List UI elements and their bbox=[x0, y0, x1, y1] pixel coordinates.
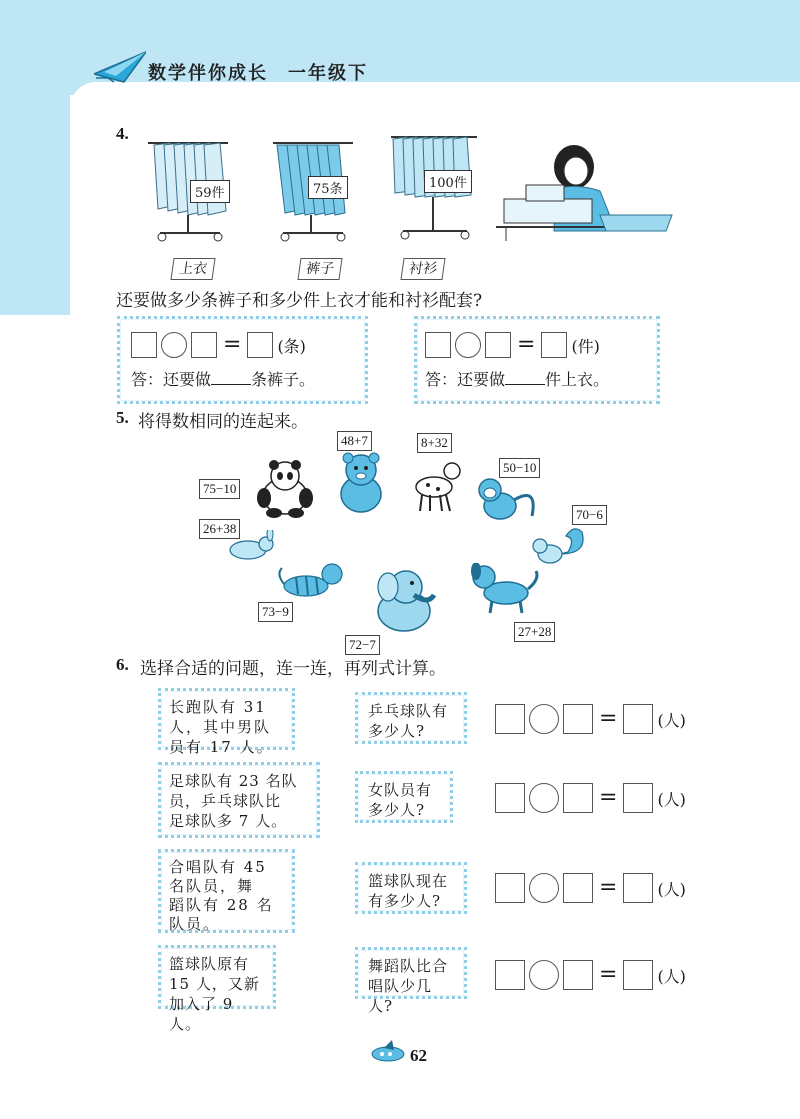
operator-circle[interactable] bbox=[529, 873, 559, 903]
condition-line: 队员。 bbox=[169, 915, 221, 933]
question-4-prompt: 还要做多少条裤子和多少件上衣才能和衬衫配套? bbox=[116, 291, 483, 311]
monkey-illustration bbox=[472, 476, 542, 524]
blank-square[interactable] bbox=[485, 332, 511, 358]
rack-tag-shirts: 100件 bbox=[424, 170, 472, 193]
equals-sign: = bbox=[223, 332, 242, 357]
question-6-number: 6. bbox=[116, 655, 129, 674]
expression-box[interactable]: 70−6 bbox=[572, 505, 607, 525]
expression-box[interactable]: 50−10 bbox=[499, 458, 540, 478]
unit-label: (人) bbox=[657, 879, 686, 899]
condition-line: 人，其中男队 bbox=[169, 718, 272, 736]
blank-square[interactable] bbox=[191, 332, 217, 358]
answer-blank[interactable] bbox=[505, 368, 545, 385]
operator-circle[interactable] bbox=[529, 960, 559, 990]
blank-square[interactable] bbox=[563, 704, 593, 734]
answer-blank[interactable] bbox=[211, 368, 251, 385]
answer-box-pants bbox=[117, 316, 368, 404]
plane-mascot-icon bbox=[370, 1040, 406, 1064]
dog-illustration bbox=[462, 563, 542, 615]
equation-row-jackets bbox=[425, 332, 600, 358]
question-line: 舞蹈队比合 bbox=[368, 957, 449, 975]
rack-tag-pants: 75条 bbox=[308, 176, 348, 199]
unit-label: (件) bbox=[571, 336, 600, 356]
question-card-female[interactable] bbox=[355, 771, 453, 823]
condition-line: 加入了 9 人。 bbox=[169, 995, 234, 1033]
result-square[interactable] bbox=[541, 332, 567, 358]
blank-square[interactable] bbox=[495, 704, 525, 734]
blank-square[interactable] bbox=[563, 783, 593, 813]
question-card-pingpong[interactable] bbox=[355, 692, 467, 744]
question-line: 多少人? bbox=[368, 801, 426, 819]
operator-circle[interactable] bbox=[161, 332, 187, 358]
question-line: 有多少人? bbox=[368, 892, 442, 910]
expression-box[interactable]: 8+32 bbox=[417, 433, 452, 453]
answer-prefix: 答：还要做 bbox=[425, 370, 506, 389]
operator-circle[interactable] bbox=[529, 783, 559, 813]
deer-illustration bbox=[408, 455, 466, 513]
question-line: 女队员有 bbox=[368, 781, 433, 799]
expression-box[interactable]: 72−7 bbox=[345, 635, 380, 655]
panda-illustration bbox=[250, 458, 320, 518]
result-square[interactable] bbox=[247, 332, 273, 358]
condition-line: 员有 17 人。 bbox=[169, 738, 274, 756]
condition-card-choir[interactable] bbox=[158, 849, 295, 933]
side-band bbox=[0, 95, 70, 315]
condition-card-running[interactable] bbox=[158, 688, 295, 756]
answer-line-jackets bbox=[425, 367, 609, 390]
equation-row-4 bbox=[495, 960, 686, 990]
equation-row-3 bbox=[495, 873, 686, 903]
rack-label-jackets: 上衣 bbox=[170, 258, 215, 280]
equals-sign: = bbox=[599, 962, 618, 987]
unit-label: (人) bbox=[657, 966, 686, 986]
question-5-number: 5. bbox=[116, 408, 129, 427]
condition-card-football[interactable] bbox=[158, 762, 320, 838]
question-4-number: 4. bbox=[116, 124, 129, 143]
question-line: 篮球队现在 bbox=[368, 872, 449, 890]
blank-square[interactable] bbox=[495, 783, 525, 813]
result-square[interactable] bbox=[623, 704, 653, 734]
question-card-basketball[interactable] bbox=[355, 862, 467, 914]
question-5-prompt: 将得数相同的连起来。 bbox=[138, 412, 308, 432]
rack-tag-jackets: 59件 bbox=[190, 180, 230, 203]
unit-label: (人) bbox=[657, 710, 686, 730]
equation-row-pants bbox=[131, 332, 306, 358]
condition-line: 名队员，舞 bbox=[169, 877, 255, 895]
answer-line-pants bbox=[131, 367, 315, 390]
equals-sign: = bbox=[517, 332, 536, 357]
answer-suffix: 条裤子。 bbox=[251, 370, 316, 389]
question-card-dance[interactable] bbox=[355, 947, 467, 1015]
equation-row-2 bbox=[495, 783, 686, 813]
question-6-prompt: 选择合适的问题，连一连，再列式计算。 bbox=[140, 659, 446, 679]
blank-square[interactable] bbox=[425, 332, 451, 358]
question-line: 多少人? bbox=[368, 722, 426, 740]
blank-square[interactable] bbox=[563, 873, 593, 903]
equals-sign: = bbox=[599, 785, 618, 810]
page-header-title: 数学伴你成长 一年级下 bbox=[148, 63, 368, 84]
blank-square[interactable] bbox=[495, 873, 525, 903]
seamstress-illustration bbox=[496, 135, 674, 245]
condition-line: 员，乒乓球队比 bbox=[169, 792, 282, 810]
condition-line: 足球队有 23 名队 bbox=[169, 772, 298, 790]
condition-line: 合唱队有 45 bbox=[169, 858, 267, 876]
expression-box[interactable]: 26+38 bbox=[199, 519, 240, 539]
operator-circle[interactable] bbox=[529, 704, 559, 734]
result-square[interactable] bbox=[623, 960, 653, 990]
rack-label-shirts: 衬衫 bbox=[400, 258, 445, 280]
expression-box[interactable]: 75−10 bbox=[199, 479, 240, 499]
rabbit-illustration bbox=[224, 530, 280, 560]
blank-square[interactable] bbox=[131, 332, 157, 358]
result-square[interactable] bbox=[623, 873, 653, 903]
condition-card-basketball[interactable] bbox=[158, 945, 276, 1033]
paper-plane-icon bbox=[94, 48, 146, 84]
bear-illustration bbox=[330, 452, 392, 514]
equation-row-1 bbox=[495, 704, 686, 734]
expression-box[interactable]: 27+28 bbox=[514, 622, 555, 642]
condition-line: 篮球队原有 bbox=[169, 955, 250, 973]
expression-box[interactable]: 48+7 bbox=[337, 431, 372, 451]
result-square[interactable] bbox=[623, 783, 653, 813]
equals-sign: = bbox=[599, 875, 618, 900]
blank-square[interactable] bbox=[495, 960, 525, 990]
elephant-illustration bbox=[368, 565, 442, 637]
unit-label: (条) bbox=[277, 336, 306, 356]
question-line: 唱队少几人? bbox=[368, 977, 433, 1015]
operator-circle[interactable] bbox=[455, 332, 481, 358]
tiger-cub-illustration bbox=[276, 560, 346, 604]
answer-suffix: 件上衣。 bbox=[545, 370, 610, 389]
page-number: 62 bbox=[410, 1046, 427, 1065]
condition-line: 足球队多 7 人。 bbox=[169, 812, 288, 830]
condition-line: 蹈队有 28 名 bbox=[169, 896, 274, 914]
unit-label: (人) bbox=[657, 789, 686, 809]
rack-label-pants: 裤子 bbox=[297, 258, 342, 280]
answer-prefix: 答：还要做 bbox=[131, 370, 212, 389]
equals-sign: = bbox=[599, 706, 618, 731]
expression-box[interactable]: 73−9 bbox=[258, 602, 293, 622]
blank-square[interactable] bbox=[563, 960, 593, 990]
question-line: 乒乓球队有 bbox=[368, 702, 449, 720]
condition-line: 长跑队有 31 bbox=[169, 698, 267, 716]
condition-line: 15 人，又新 bbox=[169, 975, 260, 993]
answer-box-jackets bbox=[414, 316, 660, 404]
